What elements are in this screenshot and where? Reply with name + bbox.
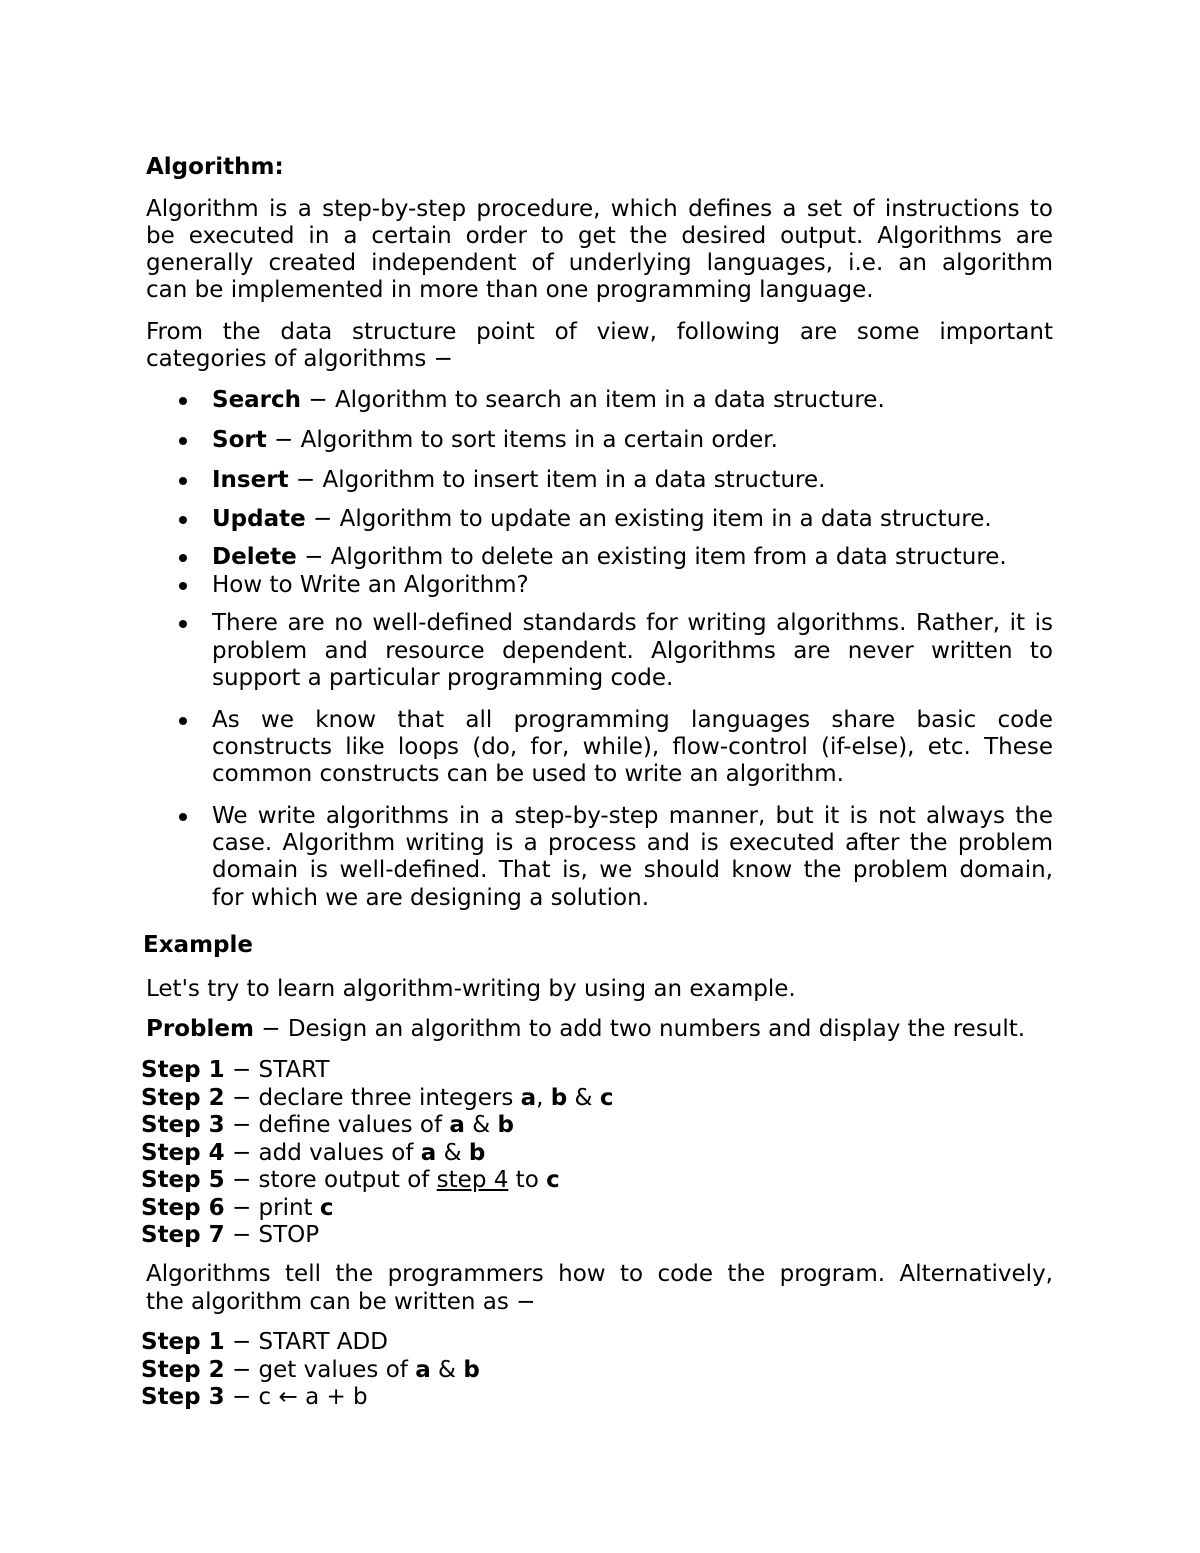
alt-step-line: Step 3 − c ← a + b bbox=[141, 1384, 368, 1410]
bullet-para-line: constructs like loops (do, for, while), flow-control (if-else), etc. These bbox=[212, 734, 1053, 760]
step-line: Step 2 − declare three integers a, b & c bbox=[141, 1085, 614, 1111]
bullet-para-line: case. Algorithm writing is a process and is executed after the problem bbox=[212, 830, 1053, 856]
alt-step-line: Step 2 − get values of a & b bbox=[141, 1357, 480, 1383]
alt-intro-line: the algorithm can be written as − bbox=[146, 1289, 536, 1315]
bullet-para-line: We write algorithms in a step-by-step manner, but it is not always the bbox=[212, 803, 1053, 829]
bullet-icon bbox=[179, 477, 187, 485]
intro-line: be executed in a certain order to get the desired output. Algorithms are bbox=[146, 223, 1053, 249]
categories-intro-line: categories of algorithms − bbox=[146, 346, 453, 372]
bullet-para-line: common constructs can be used to write an algorithm. bbox=[212, 761, 844, 787]
categories-intro-line: From the data structure point of view, following are some important bbox=[146, 319, 1053, 345]
step-line: Step 4 − add values of a & b bbox=[141, 1140, 486, 1166]
page-heading: Algorithm: bbox=[146, 154, 284, 180]
step-line: Step 7 − STOP bbox=[141, 1222, 320, 1248]
bullet-icon bbox=[179, 717, 187, 725]
intro-line: Algorithm is a step-by-step procedure, which defines a set of instructions to bbox=[146, 196, 1053, 222]
bullet-para-line: domain is well-defined. That is, we should know the problem domain, bbox=[212, 857, 1053, 883]
intro-line: generally created independent of underlying languages, i.e. an algorithm bbox=[146, 250, 1053, 276]
category-update: Update − Algorithm to update an existing item in a data structure. bbox=[212, 506, 992, 532]
bullet-icon bbox=[179, 516, 187, 524]
step-line: Step 5 − store output of step 4 to c bbox=[141, 1167, 560, 1193]
example-intro: Let's try to learn algorithm-writing by using an example. bbox=[146, 976, 796, 1002]
bullet-icon bbox=[179, 620, 187, 628]
step-line: Step 1 − START bbox=[141, 1057, 330, 1083]
bullet-para-line: As we know that all programming languages share basic code bbox=[212, 707, 1053, 733]
alt-intro-line: Algorithms tell the programmers how to code the program. Alternatively, bbox=[146, 1261, 1053, 1287]
step-line: Step 3 − define values of a & b bbox=[141, 1112, 514, 1138]
alt-step-line: Step 1 − START ADD bbox=[141, 1329, 388, 1355]
category-search: Search − Algorithm to search an item in a data structure. bbox=[212, 387, 885, 413]
step-4-link[interactable]: step 4 bbox=[436, 1167, 509, 1193]
bullet-para-line: support a particular programming code. bbox=[212, 665, 674, 691]
bullet-icon bbox=[179, 437, 187, 445]
step-line: Step 6 − print c bbox=[141, 1195, 334, 1221]
bullet-para-line: problem and resource dependent. Algorithms are never written to bbox=[212, 638, 1053, 664]
bullet-para-line: for which we are designing a solution. bbox=[212, 885, 649, 911]
problem-statement: Problem − Design an algorithm to add two numbers and display the result. bbox=[146, 1016, 1026, 1042]
intro-line: can be implemented in more than one programming language. bbox=[146, 277, 874, 303]
category-sort: Sort − Algorithm to sort items in a certain order. bbox=[212, 427, 778, 453]
how-to-item: How to Write an Algorithm? bbox=[212, 572, 529, 598]
bullet-para-line: There are no well-defined standards for writing algorithms. Rather, it is bbox=[212, 610, 1053, 636]
bullet-icon bbox=[179, 582, 187, 590]
category-insert: Insert − Algorithm to insert item in a data structure. bbox=[212, 467, 826, 493]
bullet-icon bbox=[179, 554, 187, 562]
bullet-icon bbox=[179, 397, 187, 405]
bullet-icon bbox=[179, 813, 187, 821]
category-delete: Delete − Algorithm to delete an existing item from a data structure. bbox=[212, 544, 1007, 570]
example-heading: Example bbox=[143, 932, 253, 958]
